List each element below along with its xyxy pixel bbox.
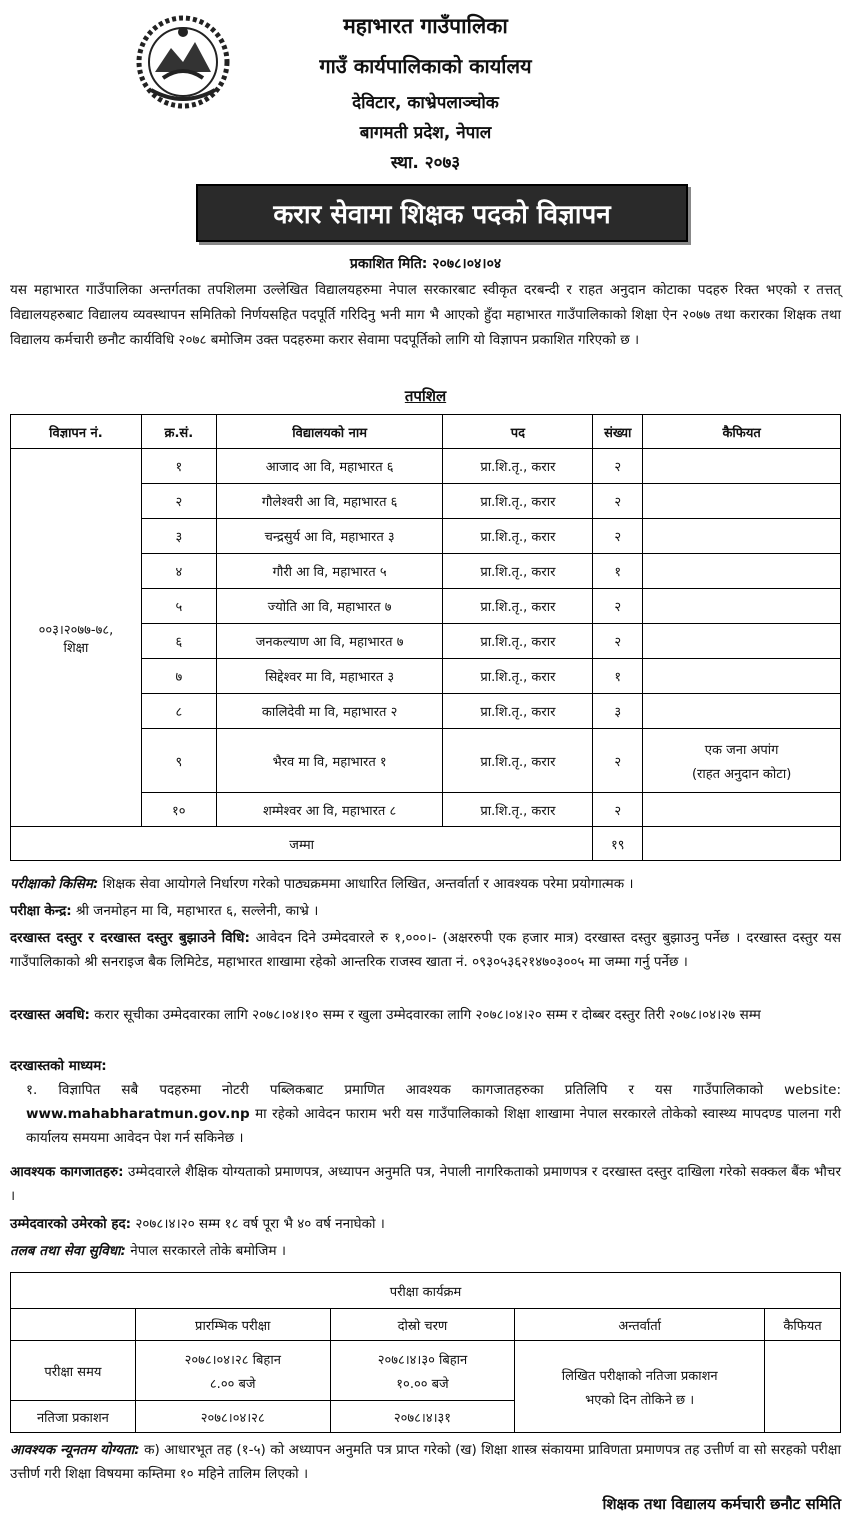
- application-medium: [10, 1054, 841, 1150]
- exam-type: [10, 872, 841, 896]
- row-school: चन्द्रसुर्य आ वि, महाभारत ३: [216, 519, 443, 554]
- vacancy-table: [10, 414, 841, 861]
- remark-line: (राहत अनुदान कोटा): [691, 766, 792, 782]
- qualification-text: क) आधारभूत तह (१-५) को अध्यापन अनुमति पत्र प्राप्त गरेको (ख) शिक्षा शास्त्र संकायमा प्राविणता प्रमाणपत्र तह उत्तीर्ण वा सो सरहको परीक्षा उत्तीर्ण गरी शिक्षा विषयमा कम्तिमा १० महिने तालिम लिएको ।: [10, 1442, 841, 1482]
- exam-center-text: श्री जनमोहन मा वि, महाभारत ६, सल्लेनी, काभ्रे ।: [71, 903, 319, 919]
- col-adv-no: विज्ञापन नं.: [11, 415, 142, 449]
- required-documents: [10, 1160, 841, 1208]
- row-school: ज्योति आ वि, महाभारत ७: [216, 589, 443, 624]
- row-post: प्रा.शि.तृ., करार: [443, 793, 593, 827]
- exam-center: [10, 899, 841, 923]
- table-header-row: [11, 415, 841, 449]
- row-remark: [643, 554, 841, 589]
- adv-subject: शिक्षा: [63, 640, 89, 656]
- col-remark: कैफियत: [765, 1309, 841, 1341]
- fee-text: आवेदन दिने उम्मेदवारले रु १,०००।- (अक्षररुपी एक हजार मात्र) दरखास्त दस्तुर बुझाउनु पर्नेछ । दरखास्त दस्तुर यस गाउँपालिकाको श्री सनराइज बैक लिमिटेड, महाभारत शाखामा रहेको आन्तरिक राजस्व खाता नं. ०९३०५३६२१४७०३००५ मा जम्मा गर्नु पर्नेछ ।: [10, 930, 841, 970]
- row-sn: ६: [141, 624, 216, 659]
- period-text: करार सूचीका उम्मेदवारका लागि २०७८।०४।१० सम्म र खुला उम्मेदवारका लागि २०७८।०४।२० सम्म र दोब्बर दस्तुर तिरी २०७८।०४।२७ सम्म: [89, 1007, 761, 1023]
- row-sn: २: [141, 484, 216, 519]
- notice-title: करार सेवामा शिक्षक पदको विज्ञापन: [196, 184, 688, 242]
- row-count: २: [593, 449, 643, 484]
- row-remark: [643, 589, 841, 624]
- details-heading: तपशिल: [404, 387, 447, 405]
- documents-label: आवश्यक कागजातहरु:: [10, 1164, 124, 1180]
- total-label: जम्मा: [11, 827, 593, 861]
- row-remark: [643, 729, 841, 793]
- table-row: [11, 1341, 841, 1401]
- row-school: सिद्देश्वर मा वि, महाभारत ३: [216, 659, 443, 694]
- second-time: [330, 1341, 515, 1401]
- row-count: १: [593, 659, 643, 694]
- second-hour: १०.०० बजे: [396, 1376, 449, 1392]
- row-post: प्रा.शि.तृ., करार: [443, 694, 593, 729]
- prelim-time: [135, 1341, 330, 1401]
- row-remark: [643, 624, 841, 659]
- row-remark: [643, 519, 841, 554]
- row-remark: [643, 484, 841, 519]
- salary: [10, 1239, 841, 1263]
- row-sn: ३: [141, 519, 216, 554]
- age-limit: [10, 1212, 841, 1236]
- row-school: गौलेश्वरी आ वि, महाभारत ६: [216, 484, 443, 519]
- published-date: प्रकाशित मिति: २०७८।०४।०४: [349, 256, 502, 272]
- application-period: [10, 1003, 841, 1027]
- row-count: ३: [593, 694, 643, 729]
- row-count: २: [593, 589, 643, 624]
- website-link[interactable]: www.mahabharatmun.gov.np: [26, 1106, 250, 1122]
- total-value: १९: [593, 827, 643, 861]
- row-sn: ९: [141, 729, 216, 793]
- row-school: शम्मेश्वर आ वि, महाभारत ८: [216, 793, 443, 827]
- total-remark: [643, 827, 841, 861]
- exam-time-label: परीक्षा समय: [11, 1341, 136, 1401]
- salary-text: नेपाल सरकारले तोके बमोजिम ।: [125, 1243, 286, 1259]
- fee-label: दरखास्त दस्तुर र दरखास्त दस्तुर बुझाउने विधि:: [10, 930, 250, 946]
- row-count: २: [593, 519, 643, 554]
- row-sn: ८: [141, 694, 216, 729]
- interview-note-line: भएको दिन तोकिने छ ।: [585, 1392, 695, 1408]
- col-remark: कैफियत: [643, 415, 841, 449]
- age-text: २०७८।४।२० सम्म १८ वर्ष पूरा भै ४० वर्ष ननाघेको ।: [131, 1216, 385, 1232]
- schedule-header-row: [11, 1309, 841, 1341]
- documents-text: उम्मेदवारले शैक्षिक योग्यताको प्रमाणपत्र, अध्यापन अनुमति पत्र, नेपाली नागरिकताको प्रमाणपत्र र दरखास्त दस्तुर दाखिला गरेको सक्कल बैंक भौचर ।: [10, 1164, 841, 1204]
- established-year: स्था. २०७३: [390, 153, 461, 173]
- row-school: भैरव मा वि, महाभारत १: [216, 729, 443, 793]
- period-label: दरखास्त अवधि:: [10, 1007, 90, 1023]
- col-prelim: प्रारम्भिक परीक्षा: [135, 1309, 330, 1341]
- total-row: [11, 827, 841, 861]
- signature-committee: शिक्षक तथा विद्यालय कर्मचारी छनौट समिति: [602, 1495, 841, 1513]
- exam-type-text: शिक्षक सेवा आयोगले निर्धारण गरेको पाठ्यक्रममा आधारित लिखित, अन्तर्वार्ता र आवश्यक परेमा प्रयोगात्मक ।: [98, 876, 634, 892]
- row-post: प्रा.शि.तृ., करार: [443, 449, 593, 484]
- row-post: प्रा.शि.तृ., करार: [443, 519, 593, 554]
- row-count: २: [593, 624, 643, 659]
- medium-label: दरखास्तको माध्यम:: [10, 1058, 107, 1074]
- row-sn: १०: [141, 793, 216, 827]
- row-school: जनकल्याण आ वि, महाभारत ७: [216, 624, 443, 659]
- exam-schedule-table: [10, 1272, 841, 1433]
- table-row: [11, 449, 841, 484]
- row-sn: ५: [141, 589, 216, 624]
- row-sn: ४: [141, 554, 216, 589]
- col-post: पद: [443, 415, 593, 449]
- row-sn: १: [141, 449, 216, 484]
- row-post: प्रा.शि.तृ., करार: [443, 729, 593, 793]
- schedule-remark: [765, 1341, 841, 1433]
- adv-number: ००३।२०७७-७८,: [38, 622, 114, 638]
- minimum-qualification: [10, 1438, 841, 1486]
- row-school: गौरी आ वि, महाभारत ५: [216, 554, 443, 589]
- schedule-title: परीक्षा कार्यक्रम: [11, 1273, 841, 1309]
- row-post: प्रा.शि.तृ., करार: [443, 659, 593, 694]
- adv-number-cell: [11, 449, 142, 827]
- interview-note-line: लिखित परीक्षाको नतिजा प्रकाशन: [561, 1368, 718, 1384]
- row-sn: ७: [141, 659, 216, 694]
- age-label: उम्मेदवारको उमेरको हद:: [10, 1216, 132, 1232]
- result-label: नतिजा प्रकाशन: [11, 1401, 136, 1433]
- qualification-label: आवश्यक न्यूनतम योग्यता:: [10, 1442, 140, 1458]
- exam-type-label: परीक्षाको किसिम:: [10, 876, 99, 892]
- letterhead: [0, 0, 851, 180]
- second-date: २०७८।४।३० बिहान: [377, 1352, 468, 1368]
- row-post: प्रा.शि.तृ., करार: [443, 484, 593, 519]
- row-post: प्रा.शि.तृ., करार: [443, 554, 593, 589]
- remark-line: एक जना अपांग: [704, 742, 779, 758]
- col-sn: क्र.सं.: [141, 415, 216, 449]
- row-count: २: [593, 484, 643, 519]
- prelim-result-date: २०७८।०४।२८: [135, 1401, 330, 1433]
- row-count: १: [593, 554, 643, 589]
- row-remark: [643, 793, 841, 827]
- prelim-date: २०७८।०४।२८ बिहान: [184, 1352, 281, 1368]
- exam-center-label: परीक्षा केन्द्र:: [10, 903, 72, 919]
- office-address: देविटार, काभ्रेपलाञ्चोक: [352, 93, 499, 113]
- col-count: संख्या: [593, 415, 643, 449]
- intro-paragraph: यस महाभारत गाउँपालिका अन्तर्गतका तपशिलमा उल्लेखित विद्यालयहरुमा नेपाल सरकारबाट स्वीकृत दरबन्दी र राहत अनुदान कोटाका पदहरु रिक्त भएको र तत्तत् विद्यालयहरुबाट विद्यालय व्यवस्थापन समितिको निर्णयसहित पदपूर्ति गरिदिनु भनी माग भै आएको हुँदा महाभारत गाउँपालिकाको शिक्षा ऐन २०७७ तथा करारका शिक्षक तथा विद्यालय कर्मचारी छनौट कार्यविधि २०७८ बमोजिम उक्त पदहरुमा करार सेवामा पदपूर्तिको लागि यो विज्ञापन प्रकाशित गरिएको छ ।: [10, 282, 841, 348]
- row-count: २: [593, 729, 643, 793]
- medium-item-suffix: मा रहेको आवेदन फाराम भरी यस गाउँपालिकाको शिक्षा शाखामा नेपाल सरकारले तोकेको स्वास्थ्य मापदण्ड पालना गरी कार्यालय समयमा आवेदन पेश गर्न सकिनेछ ।: [26, 1106, 841, 1146]
- col-interview: अन्तर्वार्ता: [515, 1309, 765, 1341]
- interview-note: [515, 1341, 765, 1433]
- salary-label: तलब तथा सेवा सुविधा:: [10, 1243, 126, 1259]
- row-post: प्रा.शि.तृ., करार: [443, 624, 593, 659]
- schedule-title-row: [11, 1273, 841, 1309]
- row-remark: [643, 449, 841, 484]
- col-school: विद्यालयको नाम: [216, 415, 443, 449]
- medium-item: [10, 1078, 841, 1150]
- row-school: कालिदेवी मा वि, महाभारत २: [216, 694, 443, 729]
- municipality-name: महाभारत गाउँपालिका: [343, 14, 508, 38]
- col-second: दोस्रो चरण: [330, 1309, 515, 1341]
- schedule-corner: [11, 1309, 136, 1341]
- row-school: आजाद आ वि, महाभारत ६: [216, 449, 443, 484]
- province: बागमती प्रदेश, नेपाल: [359, 123, 492, 143]
- medium-item-prefix: १. विज्ञापित सबै पदहरुमा नोटरी पब्लिकबाट प्रमाणित आवश्यक कागजातहरुका प्रतिलिपि र यस गाउँपालिकाको website:: [26, 1082, 841, 1098]
- prelim-hour: ८.०० बजे: [209, 1376, 256, 1392]
- application-fee: [10, 926, 841, 974]
- office-name: गाउँ कार्यपालिकाको कार्यालय: [319, 54, 532, 78]
- row-count: २: [593, 793, 643, 827]
- second-result-date: २०७८।४।३१: [330, 1401, 515, 1433]
- row-post: प्रा.शि.तृ., करार: [443, 589, 593, 624]
- row-remark: [643, 659, 841, 694]
- row-remark: [643, 694, 841, 729]
